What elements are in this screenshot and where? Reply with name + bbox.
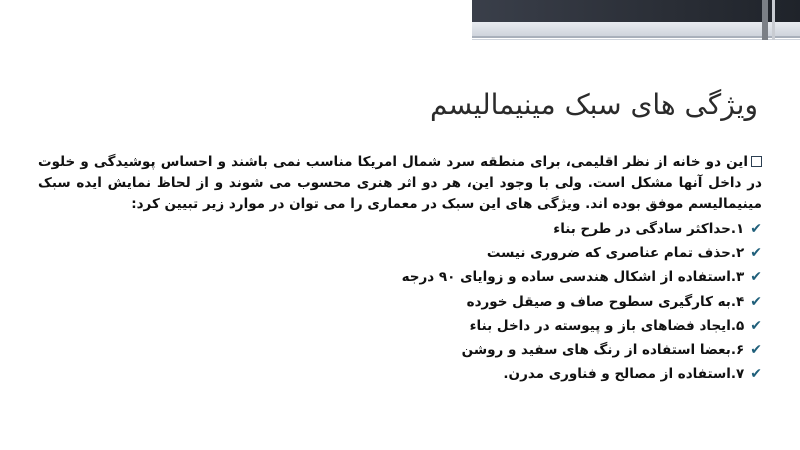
- list-item: [38, 217, 762, 241]
- header-decoration-line-thin: [472, 39, 800, 40]
- intro-paragraph: [38, 152, 762, 215]
- checkmark-icon: ✔: [750, 245, 762, 262]
- list-item: [38, 338, 762, 362]
- list-item-text: ۲.حذف تمام عناصری که ضروری نیست: [486, 245, 745, 262]
- list-item: [38, 362, 762, 386]
- list-item-text: ۳.استفاده از اشکال هندسی ساده و زوایای ۹۰ درجه: [401, 269, 745, 286]
- features-list: [38, 217, 762, 386]
- checkmark-icon: ✔: [750, 341, 762, 358]
- checkmark-icon: ✔: [750, 293, 762, 310]
- list-item-text: ۷.استفاده از مصالح و فناوری مدرن.: [503, 366, 745, 383]
- header-decoration-stripe-light: [772, 0, 775, 40]
- intro-text: این دو خانه از نظر اقلیمی، برای منطقه سرد شمال امریکا مناسب نمی باشند و احساس پوشیدگی و خلوت در داخل آنها مشکل است. ولی با وجود این، هر دو اثر هنری محسوب می شوند و از لحاظ نمایش ایده سبک مینیمالیسم موفق بوده اند. ویژگی های این سبک در معماری را می توان در موارد زیر تبیین کرد:: [38, 154, 762, 212]
- header-decoration-bar: [472, 0, 800, 22]
- list-item-text: ۶.بعضا استفاده از رنگ های سفید و روشن: [461, 341, 745, 358]
- list-item-text: ۴.به کارگیری سطوح صاف و صیقل خورده: [466, 293, 745, 310]
- list-item-text: ۵.ایجاد فضاهای باز و پیوسته در داخل بناء: [469, 317, 745, 334]
- slide-body: [38, 152, 762, 386]
- list-item-text: ۱.حداکثر سادگی در طرح بناء: [553, 221, 745, 237]
- checkmark-icon: ✔: [750, 366, 762, 383]
- list-item: [38, 290, 762, 314]
- list-item: [38, 265, 762, 289]
- checkmark-icon: ✔: [750, 317, 762, 334]
- checkmark-icon: ✔: [750, 221, 762, 237]
- header-decoration-band: [472, 22, 800, 36]
- slide-title: ویژگی های سبک مینیمالیسم: [430, 88, 758, 121]
- list-item: [38, 241, 762, 265]
- header-decoration-line: [472, 36, 800, 38]
- square-bullet-icon: [751, 156, 762, 167]
- checkmark-icon: ✔: [750, 269, 762, 286]
- list-item: [38, 314, 762, 338]
- header-decoration-stripe: [762, 0, 768, 40]
